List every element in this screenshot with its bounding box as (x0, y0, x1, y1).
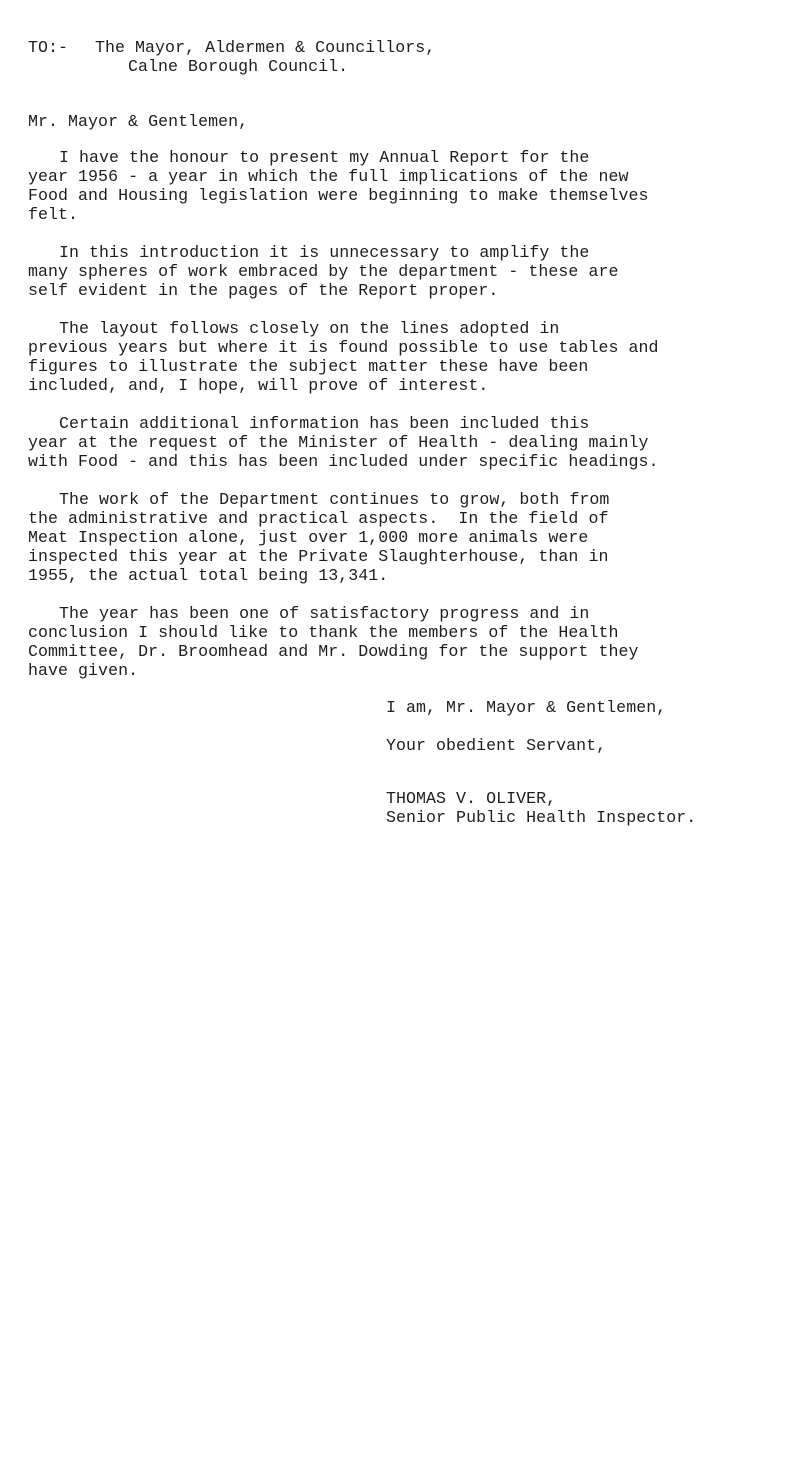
paragraph-1-line-2: year 1956 - a year in which the full implications of the new (28, 167, 629, 186)
paragraph-2-line-2: many spheres of work embraced by the department - these are (28, 262, 619, 281)
paragraph-4-line-2: year at the request of the Minister of Health - dealing mainly (28, 433, 649, 452)
salutation: Mr. Mayor & Gentlemen, (28, 112, 249, 131)
paragraph-4-line-1: Certain additional information has been included this (59, 414, 590, 433)
paragraph-3-line-1: The layout follows closely on the lines adopted in (59, 319, 560, 338)
signature-title: Senior Public Health Inspector. (386, 808, 697, 827)
paragraph-1-line-1: I have the honour to present my Annual Report for the (59, 148, 590, 167)
addressee-line-1: The Mayor, Aldermen & Councillors, (95, 38, 436, 57)
paragraph-6-line-1: The year has been one of satisfactory progress and in (59, 604, 590, 623)
paragraph-2-line-1: In this introduction it is unnecessary to amplify the (59, 243, 590, 262)
closing-line-2: Your obedient Servant, (386, 736, 607, 755)
paragraph-5-line-5: 1955, the actual total being 13,341. (28, 566, 389, 585)
paragraph-6-line-3: Committee, Dr. Broomhead and Mr. Dowding for the support they (28, 642, 639, 661)
paragraph-4-line-3: with Food - and this has been included under specific headings. (28, 452, 659, 471)
signature-name: THOMAS V. OLIVER, (386, 789, 557, 808)
paragraph-6-line-4: have given. (28, 661, 139, 680)
paragraph-2-line-3: self evident in the pages of the Report proper. (28, 281, 499, 300)
addressee-line-2: Calne Borough Council. (128, 57, 349, 76)
paragraph-5-line-2: the administrative and practical aspects. In the field of (28, 509, 609, 528)
paragraph-6-line-2: conclusion I should like to thank the members of the Health (28, 623, 619, 642)
paragraph-1-line-3: Food and Housing legislation were beginning to make themselves (28, 186, 649, 205)
paragraph-5-line-3: Meat Inspection alone, just over 1,000 more animals were (28, 528, 589, 547)
closing-line-1: I am, Mr. Mayor & Gentlemen, (386, 698, 667, 717)
paragraph-1-line-4: felt. (28, 205, 79, 224)
to-label: TO:- (28, 38, 69, 57)
paragraph-5-line-1: The work of the Department continues to grow, both from (59, 490, 610, 509)
paragraph-3-line-2: previous years but where it is found possible to use tables and (28, 338, 659, 357)
paragraph-5-line-4: inspected this year at the Private Slaughterhouse, than in (28, 547, 609, 566)
paragraph-3-line-4: included, and, I hope, will prove of interest. (28, 376, 489, 395)
paragraph-3-line-3: figures to illustrate the subject matter these have been (28, 357, 589, 376)
